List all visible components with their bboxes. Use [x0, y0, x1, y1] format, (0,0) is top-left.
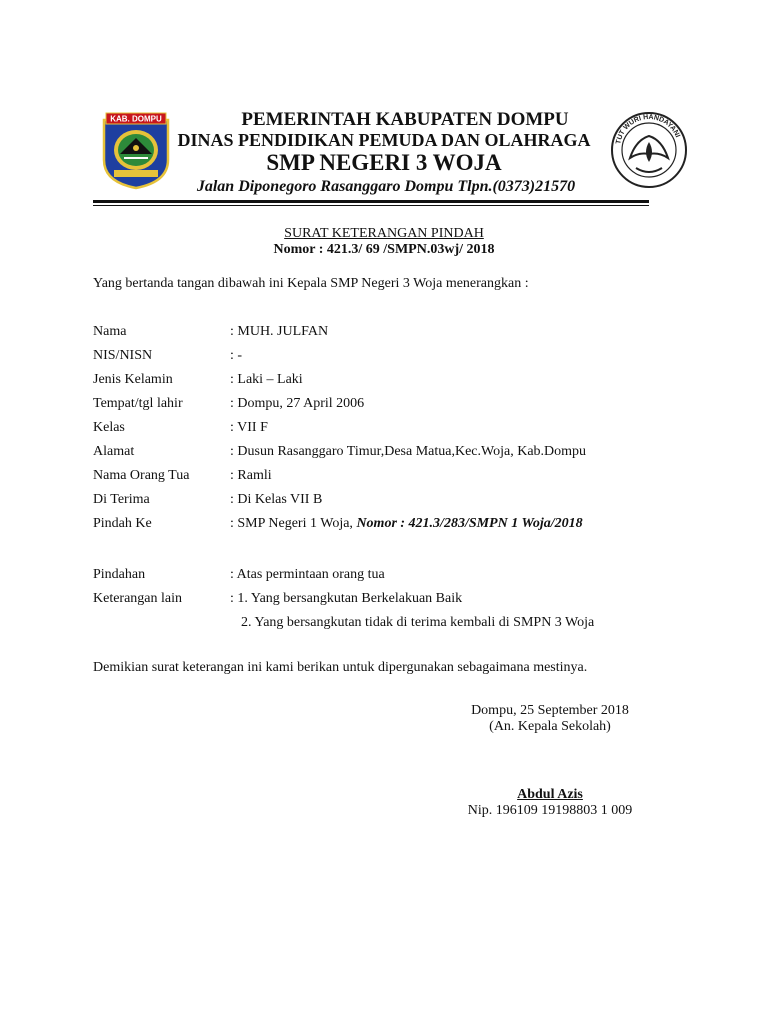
field-value: : - [230, 348, 243, 363]
signatory-name: Abdul Azis [517, 787, 583, 802]
destination-school: : SMP Negeri 1 Woja, [230, 516, 357, 531]
field-value: : VII F [230, 420, 268, 435]
field-label: Keterangan lain [93, 591, 183, 606]
field-label: NIS/NISN [93, 348, 153, 363]
signatory-nip: Nip. 196109 19198803 1 009 [467, 803, 633, 818]
school-address: Jalan Diponegoro Rasanggaro Dompu Tlpn.(0373)21570 [196, 178, 576, 195]
field-value: : Dusun Rasanggaro Timur,Desa Matua,Kec.Woja, Kab.Dompu [230, 444, 587, 459]
field-label: Tempat/tgl lahir [93, 396, 183, 411]
closing-paragraph: Demikian surat keterangan ini kami berikan untuk dipergunakan sebagaimana mestinya. [93, 660, 588, 675]
document-title [0, 226, 768, 242]
field-value: : Di Kelas VII B [230, 492, 323, 507]
field-label: Kelas [93, 420, 125, 435]
field-value: : 1. Yang bersangkutan Berkelakuan Baik [230, 591, 463, 606]
field-label: Di Terima [93, 492, 150, 507]
field-label: Pindahan [93, 567, 146, 582]
school-name-heading: SMP NEGERI 3 WOJA [266, 150, 502, 175]
signature-role: (An. Kepala Sekolah) [489, 719, 611, 734]
field-value: 2. Yang bersangkutan tidak di terima kembali di SMPN 3 Woja [241, 615, 595, 630]
letterhead-divider-thin [93, 205, 649, 206]
emblem-banner-text: KAB. DOMPU [110, 114, 162, 124]
field-label: Nama Orang Tua [93, 468, 190, 483]
field-value: : MUH. JULFAN [230, 324, 329, 339]
signature-place-date: Dompu, 25 September 2018 [471, 703, 629, 718]
field-label: Alamat [93, 444, 135, 459]
document-number: Nomor : 421.3/ 69 /SMPN.03wj/ 2018 [273, 242, 495, 257]
intro-paragraph: Yang bertanda tangan dibawah ini Kepala SMP Negeri 3 Woja menerangkan : [93, 276, 529, 291]
field-label: Jenis Kelamin [93, 372, 173, 387]
field-value: : Ramli [230, 468, 272, 483]
field-value [230, 516, 583, 532]
field-label: Nama [93, 324, 127, 339]
emblem-ring-text: TUT WURI HANDAYANI [615, 113, 681, 145]
department-heading: DINAS PENDIDIKAN PEMUDA DAN OLAHRAGA [177, 130, 591, 150]
letterhead-divider-thick [93, 200, 649, 203]
field-label: Pindah Ke [93, 516, 152, 531]
destination-reference-number: Nomor : 421.3/283/SMPN 1 Woja/2018 [356, 516, 583, 531]
field-value: : Atas permintaan orang tua [230, 567, 385, 582]
field-value: : Dompu, 27 April 2006 [230, 396, 365, 411]
government-heading: PEMERINTAH KABUPATEN DOMPU [241, 109, 569, 130]
document-title-text: SURAT KETERANGAN PINDAH [284, 226, 484, 241]
field-value: : Laki – Laki [230, 372, 303, 387]
